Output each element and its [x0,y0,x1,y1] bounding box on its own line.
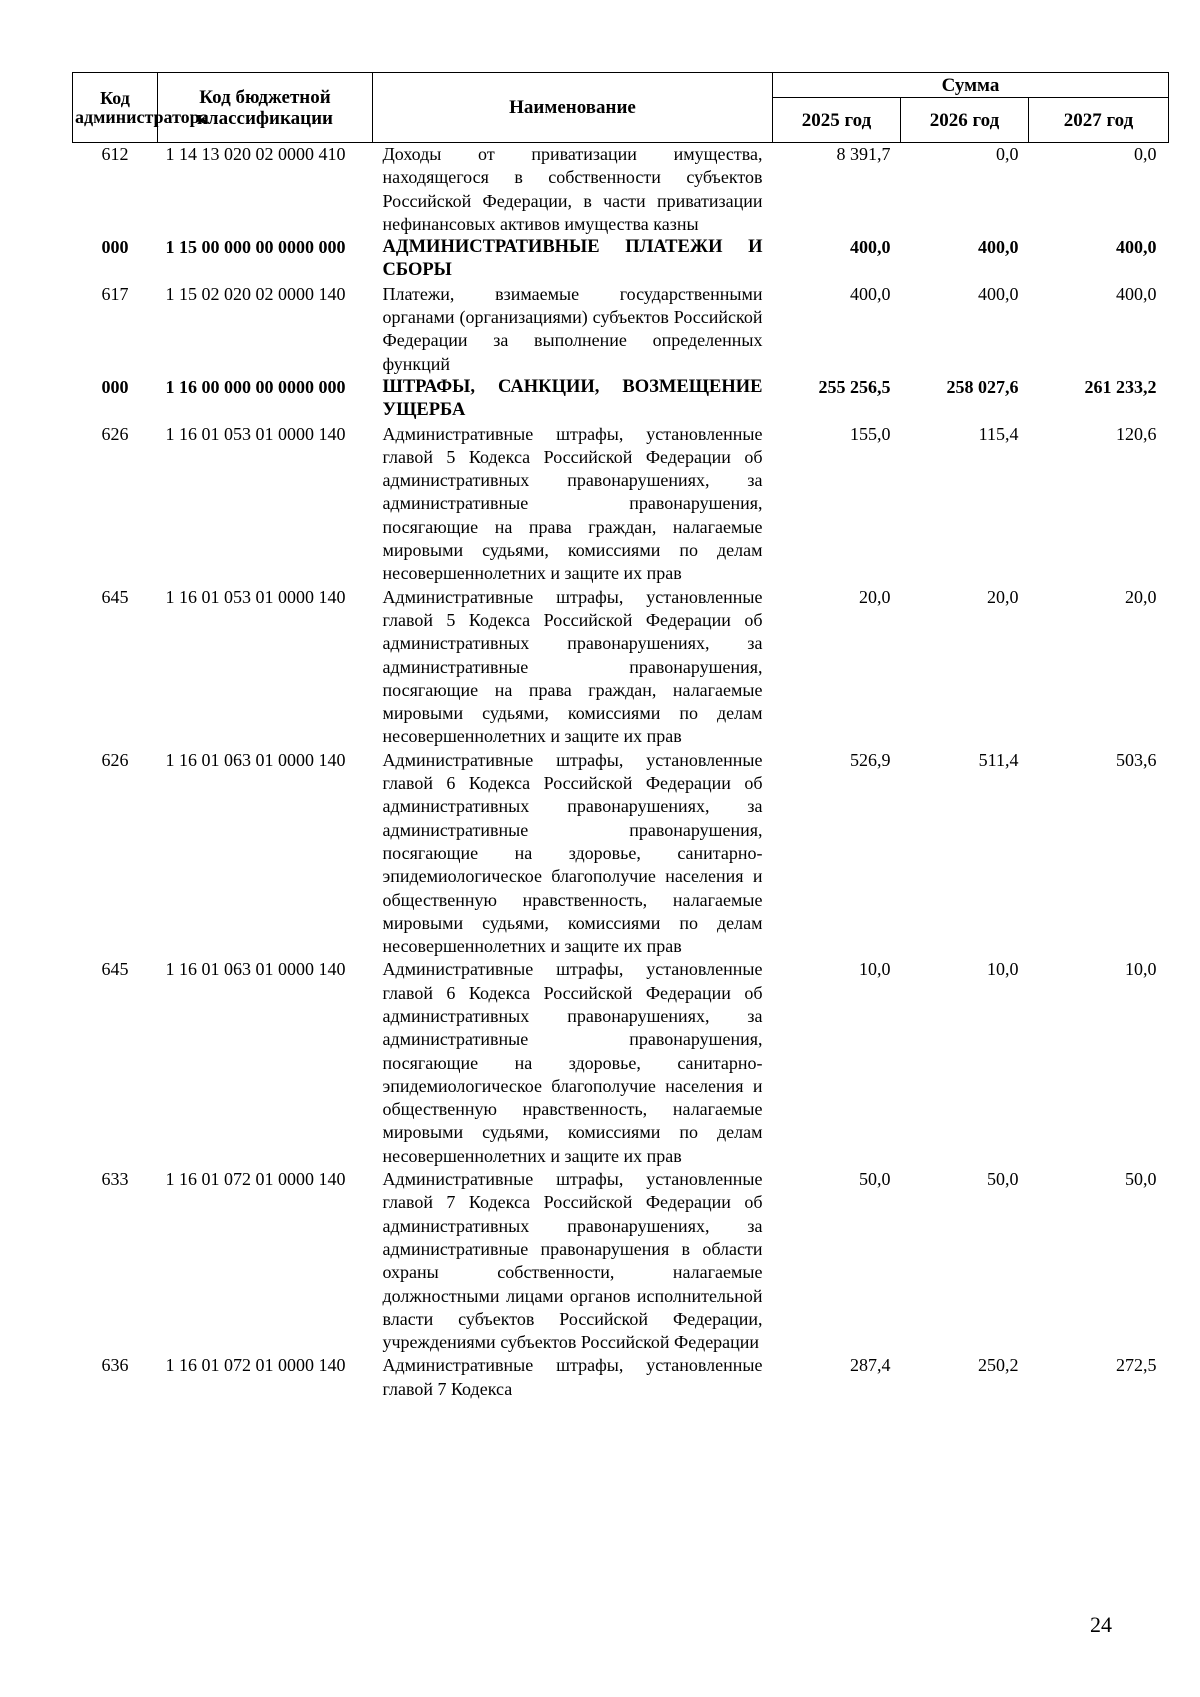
page-number: 24 [1090,1612,1112,1637]
name-cell: Административные штрафы, установленные главой 6 Кодекса Российской Федерации об административных правонарушениях, за административные правонарушения, посягающие на здоровье, санитарно-эпидемиологическое благополучие населения и общественную нравственность, налагаемые мировыми судьями, комиссиями по делам несовершеннолетних и защите их прав [382,749,763,957]
budget-revenue-table [72,72,1169,1401]
amount-2026-cell: 0,0 [996,144,1019,164]
amount-2025-cell: 155,0 [850,423,891,444]
amount-2027-cell: 20,0 [1125,586,1157,607]
name-cell: Доходы от приватизации имущества, находящегося в собственности субъектов Российской Федерации, в части приватизации нефинансовых активов имущества казны [382,144,763,234]
amount-2026-cell: 20,0 [987,586,1019,607]
amount-2025-cell: 526,9 [850,749,891,770]
amount-2027-cell: 50,0 [1125,1169,1157,1190]
amount-2025-cell: 50,0 [859,1169,891,1190]
amount-2026-cell: 400,0 [978,283,1019,304]
name-cell: Платежи, взимаемые государственными органами (организациями) субъектов Российской Федерации за выполнение определенных функций [382,283,763,374]
table-row [73,1168,1169,1354]
admin-code-cell: 645 [101,959,129,980]
table-row [73,749,1169,959]
table-body [73,143,1169,1402]
header-admin-code: Код администратора [73,73,158,143]
budget-table-sheet [72,72,1168,1401]
amount-2025-cell: 20,0 [859,586,891,607]
amount-2026-cell: 511,4 [978,749,1019,770]
table-row [73,236,1169,283]
admin-code-cell: 645 [101,586,129,607]
budget-code-cell: 1 15 02 020 02 0000 140 [165,283,346,304]
amount-2027-cell: 272,5 [1116,1355,1157,1376]
amount-2026-cell: 258 027,6 [946,376,1019,397]
table-row [73,1354,1169,1401]
table-row [73,958,1169,1168]
name-cell: Административные штрафы, установленные главой 5 Кодекса Российской Федерации об административных правонарушениях, за административные правонарушения, посягающие на права граждан, налагаемые мировыми судьями, комиссиями по делам несовершеннолетних и защите их прав [382,423,763,584]
header-name: Наименование [373,73,773,143]
amount-2027-cell: 120,6 [1116,423,1157,444]
amount-2027-cell: 400,0 [1116,237,1157,258]
header-sum: Сумма [773,73,1169,98]
amount-2025-cell: 255 256,5 [818,376,891,397]
budget-code-cell: 1 16 01 053 01 0000 140 [165,423,346,444]
amount-2026-cell: 115,4 [978,423,1019,444]
admin-code-cell: 000 [101,376,129,397]
amount-2027-cell: 10,0 [1125,959,1157,980]
table-row [73,423,1169,586]
name-cell: ШТРАФЫ, САНКЦИИ, ВОЗМЕЩЕНИЕ УЩЕРБА [382,376,763,421]
table-row [73,143,1169,237]
table-row [73,586,1169,749]
amount-2027-cell: 0,0 [1134,144,1157,164]
amount-2025-cell: 400,0 [850,237,891,258]
header-year-2026: 2026 год [901,98,1029,143]
admin-code-cell: 636 [101,1355,129,1376]
header-year-2027: 2027 год [1029,98,1169,143]
admin-code-cell: 617 [101,283,129,304]
admin-code-cell: 626 [101,423,129,444]
budget-code-cell: 1 14 13 020 02 0000 410 [165,144,346,164]
amount-2026-cell: 10,0 [987,959,1019,980]
amount-2026-cell: 250,2 [978,1355,1019,1376]
name-cell: АДМИНИСТРАТИВНЫЕ ПЛАТЕЖИ И СБОРЫ [382,237,763,281]
admin-code-cell: 633 [101,1169,129,1190]
budget-code-cell: 1 16 01 053 01 0000 140 [165,586,346,607]
name-cell: Административные штрафы, установленные главой 6 Кодекса Российской Федерации об административных правонарушениях, за административные правонарушения, посягающие на здоровье, санитарно-эпидемиологическое благополучие населения и общественную нравственность, налагаемые мировыми судьями, комиссиями по делам несовершеннолетних и защите их прав [382,959,763,1166]
budget-code-cell: 1 16 01 072 01 0000 140 [165,1355,346,1376]
amount-2026-cell: 50,0 [987,1169,1019,1190]
table-row [73,376,1169,423]
table-row [73,283,1169,376]
amount-2027-cell: 261 233,2 [1084,376,1157,397]
admin-code-cell: 000 [101,237,129,258]
amount-2025-cell: 400,0 [850,283,891,304]
admin-code-cell: 612 [101,144,129,164]
budget-code-cell: 1 15 00 000 00 0000 000 [165,237,346,258]
header-year-2025: 2025 год [773,98,901,143]
amount-2027-cell: 400,0 [1116,283,1157,304]
amount-2025-cell: 8 391,7 [836,144,891,164]
budget-code-cell: 1 16 01 063 01 0000 140 [165,959,346,980]
budget-code-cell: 1 16 00 000 00 0000 000 [165,376,346,397]
name-cell: Административные штрафы, установленные главой 7 Кодекса [382,1355,763,1399]
name-cell: Административные штрафы, установленные главой 7 Кодекса Российской Федерации об административных правонарушениях, за административные правонарушения в области охраны собственности, налагаемые должностными лицами органов исполнительной власти субъектов Российской Федерации, учреждениями субъектов Российской Федерации [382,1169,763,1353]
table-header [73,73,1169,143]
budget-code-cell: 1 16 01 072 01 0000 140 [165,1169,346,1190]
amount-2025-cell: 287,4 [850,1355,891,1376]
header-budget-code: Код бюджетной классификации [158,73,373,143]
name-cell: Административные штрафы, установленные главой 5 Кодекса Российской Федерации об административных правонарушениях, за административные правонарушения, посягающие на права граждан, налагаемые мировыми судьями, комиссиями по делам несовершеннолетних и защите их прав [382,586,763,747]
amount-2026-cell: 400,0 [978,237,1019,258]
amount-2027-cell: 503,6 [1116,749,1157,770]
admin-code-cell: 626 [101,749,129,770]
budget-code-cell: 1 16 01 063 01 0000 140 [165,749,346,770]
amount-2025-cell: 10,0 [859,959,891,980]
